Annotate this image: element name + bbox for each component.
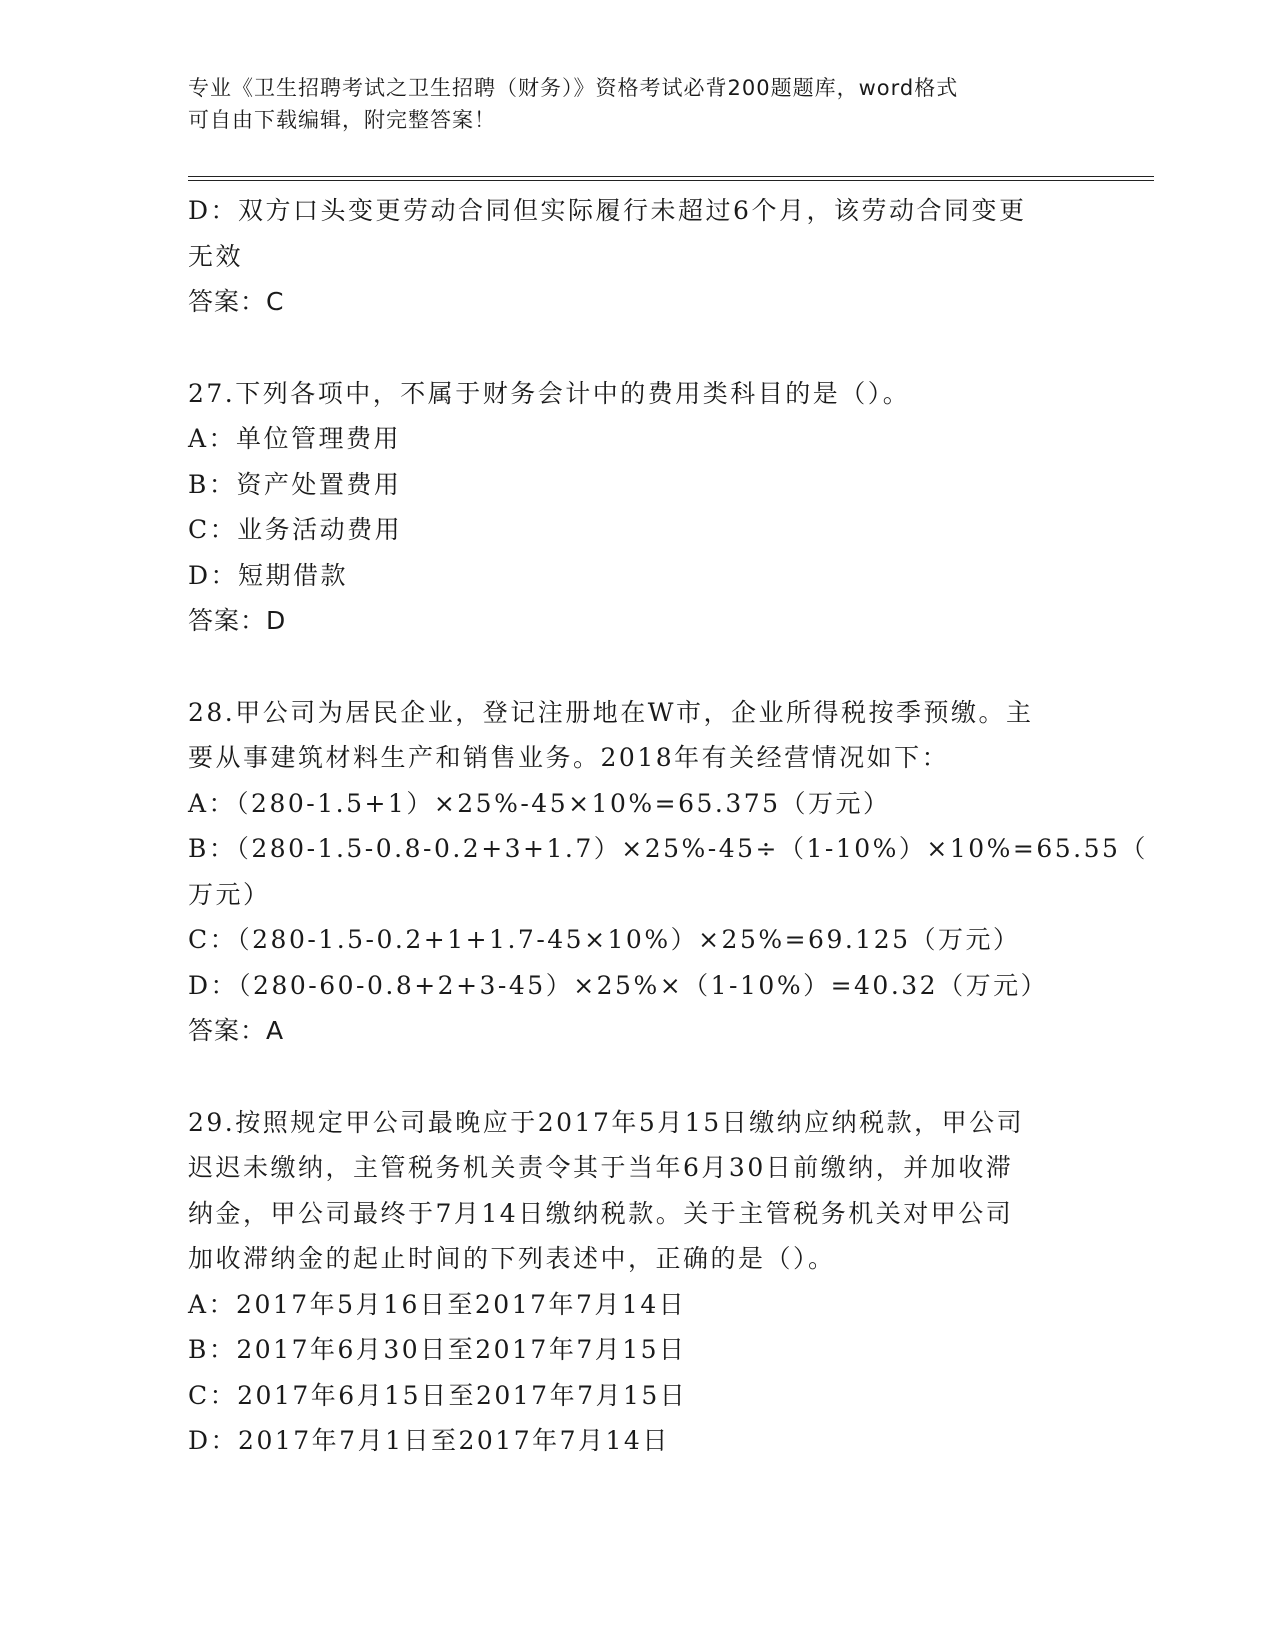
answer-text: 答案：C [188, 287, 285, 316]
spacer [188, 325, 1068, 371]
option-d: D：（280-60-0.8+2+3-45）×25%×（1-10%）=40.32（万元） [188, 970, 1049, 1000]
option-a: A：2017年5月16日至2017年7月14日 [188, 1289, 687, 1319]
option-b: B：2017年6月30日至2017年7月15日 [188, 1335, 687, 1364]
question-stem-line-1: 29.按照规定甲公司最晚应于2017年5月15日缴纳应纳税款，甲公司 [188, 1107, 1025, 1137]
header-title-line-2: 可自由下载编辑，附完整答案！ [188, 108, 496, 132]
option-c: C：2017年6月15日至2017年7月15日 [188, 1380, 688, 1410]
question-stem-line-1: 28.甲公司为居民企业，登记注册地在W市，企业所得税按季预缴。主 [188, 697, 1034, 727]
option-b: B：资产处置费用 [188, 469, 402, 499]
option-a: A：（280-1.5+1）×25%-45×10%=65.375（万元） [188, 788, 891, 818]
question-stem-line-3: 纳金，甲公司最终于7月14日缴纳税款。关于主管税务机关对甲公司 [188, 1198, 1014, 1228]
option-b-line-1: B：（280-1.5-0.8-0.2+3+1.7）×25%-45÷（1-10%）×10%=65.55（ [188, 834, 1148, 863]
question-stem: 27.下列各项中，不属于财务会计中的费用类科目的是（）。 [188, 378, 911, 408]
option-a: A：单位管理费用 [188, 424, 402, 453]
previous-question-tail [188, 188, 1068, 325]
option-b-line-2: 万元） [188, 879, 271, 909]
question-29 [188, 1100, 1068, 1464]
answer-text: 答案：A [188, 1016, 285, 1045]
spacer [188, 644, 1068, 690]
option-c: C：业务活动费用 [188, 515, 403, 544]
page-header [188, 72, 1068, 136]
question-stem-line-4: 加收滞纳金的起止时间的下列表述中，正确的是（）。 [188, 1244, 836, 1273]
question-stem-line-2: 迟迟未缴纳，主管税务机关责令其于当年6月30日前缴纳，并加收滞 [188, 1153, 1014, 1182]
option-c: C：（280-1.5-0.2+1+1.7-45×10%）×25%=69.125（万元） [188, 925, 1021, 954]
header-title-line-1: 专业《卫生招聘考试之卫生招聘（财务）》资格考试必背200题题库，word格式 [188, 76, 959, 100]
document-body [188, 188, 1148, 1464]
question-stem-line-2: 要从事建筑材料生产和销售业务。2018年有关经营情况如下： [188, 743, 950, 772]
option-d-line-1: D：双方口头变更劳动合同但实际履行未超过6个月，该劳动合同变更 [188, 196, 1027, 225]
option-d-line-2: 无效 [188, 241, 244, 271]
answer-text: 答案：D [188, 606, 287, 635]
option-d: D：短期借款 [188, 560, 349, 590]
header-divider [188, 176, 1154, 181]
question-27 [188, 371, 1068, 644]
question-28 [188, 690, 1148, 1054]
spacer [188, 1054, 1068, 1100]
option-d: D：2017年7月1日至2017年7月14日 [188, 1426, 670, 1455]
